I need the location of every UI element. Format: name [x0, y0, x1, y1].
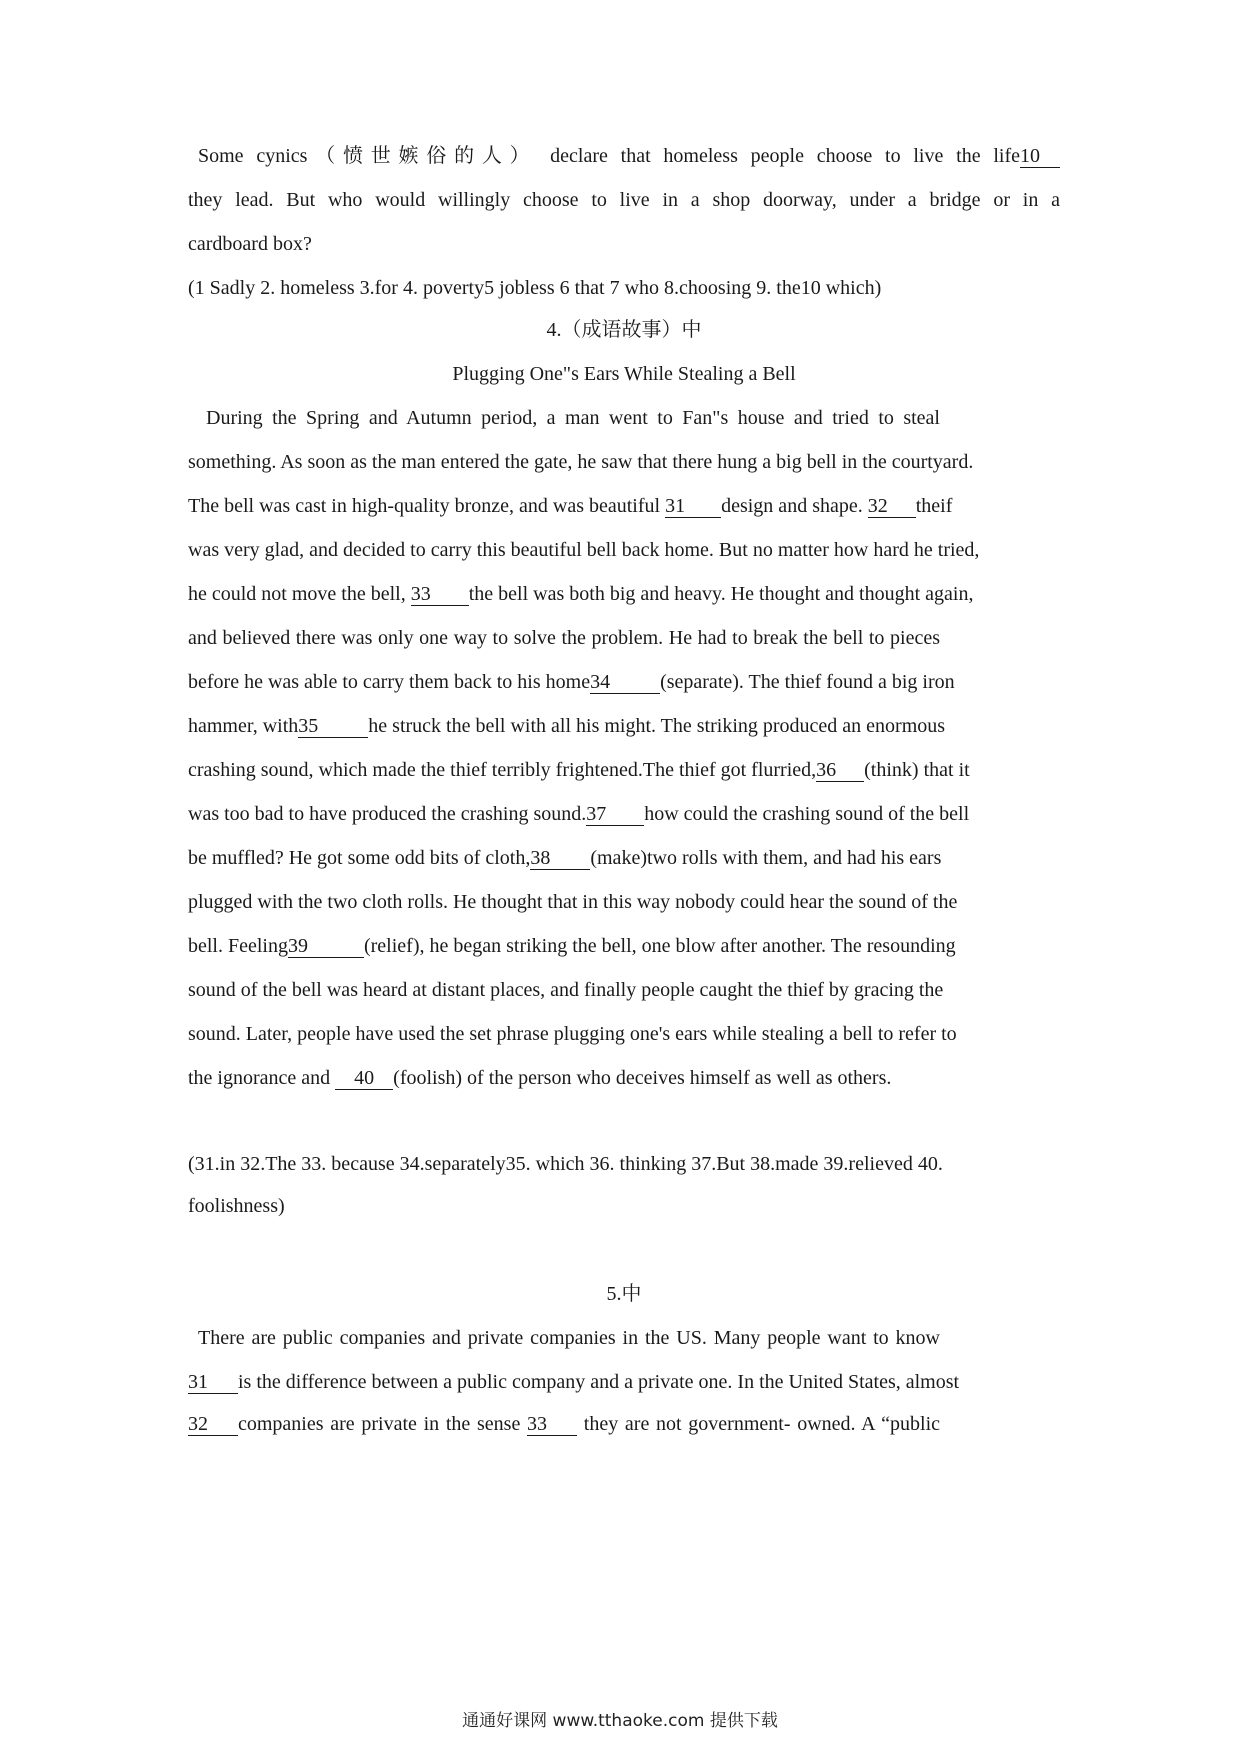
text: they are not government- owned. A “public [583, 1413, 941, 1435]
paragraph-line: something. As soon as the man entered the gate, he saw that there hung a big bell in the courtyard. [188, 451, 974, 473]
answer-key: foolishness) [188, 1195, 285, 1217]
text: crashing sound, which made the thief terribly frightened.The thief got flurried, [188, 759, 817, 781]
paragraph-line [188, 492, 953, 520]
paragraph-line: During the Spring and Autumn period, a man went to Fan"s house and tried to steal [206, 407, 940, 429]
paragraph-line [188, 756, 970, 784]
answer-blank-31: 31 [665, 495, 721, 518]
text: be muffled? He got some odd bits of cloth, [188, 847, 531, 869]
answer-blank-34: 34 [590, 671, 660, 694]
paragraph-line [188, 712, 946, 740]
answer-blank-39: 39 [288, 935, 364, 958]
paragraph-line [188, 1064, 1060, 1092]
answer-blank-35: 35 [298, 715, 368, 738]
paragraph-line: plugged with the two cloth rolls. He thought that in this way nobody could hear the sound of the [188, 891, 958, 913]
paragraph-line [188, 1368, 960, 1396]
text: (relief), he began striking the bell, one blow after another. The resounding [363, 935, 956, 957]
text: before he was able to carry them back to his home [188, 671, 591, 693]
text: hammer, with [188, 715, 299, 737]
text: the bell was both big and heavy. He thought and thought again, [468, 583, 974, 605]
answer-blank: 10 [1020, 145, 1060, 168]
text: was too bad to have produced the crashing sound. [188, 803, 587, 825]
paragraph-line: There are public companies and private companies in the US. Many people want to know [198, 1327, 940, 1349]
answer-blank-32: 32 [188, 1413, 238, 1436]
paragraph-line: was very glad, and decided to carry this beautiful bell back home. But no matter how hard he tried, [188, 539, 980, 561]
text: companies are private in the sense [238, 1413, 521, 1435]
answer-key: (31.in 32.The 33. because 34.separately35. which 36. thinking 37.But 38.made 39.relieved 40. [188, 1153, 943, 1175]
paragraph-line [188, 844, 940, 872]
paragraph-line [188, 580, 974, 608]
paragraph-line [188, 1410, 940, 1438]
answer-blank-33: 33 [527, 1413, 577, 1436]
text: The bell was cast in high-quality bronze, and was beautiful [188, 495, 661, 517]
footer-watermark: 通通好课网 www.tthaoke.com 提供下载 [462, 1711, 778, 1731]
text: is the difference between a public company and a private one. In the United States, almost [238, 1371, 960, 1393]
paragraph-line: sound. Later, people have used the set phrase plugging one's ears while stealing a bell to refer to [188, 1023, 957, 1045]
text: he struck the bell with all his might. The striking produced an enormous [368, 715, 946, 737]
story-title: Plugging One"s Ears While Stealing a Bell [452, 363, 796, 385]
paragraph-line: and believed there was only one way to solve the problem. He had to break the bell to pieces [188, 627, 940, 649]
text: bell. Feeling [188, 935, 288, 957]
paragraph-line: cardboard box? [188, 233, 312, 255]
paragraph-line [188, 800, 970, 828]
answer-blank-37: 37 [586, 803, 644, 826]
section-heading: 5.中 [606, 1283, 642, 1305]
text: he could not move the bell, [188, 583, 406, 605]
text: the ignorance and [188, 1067, 331, 1089]
text: (separate). The thief found a big iron [660, 671, 955, 693]
text: Some cynics（愤世嫉俗的人） declare that homeless people choose to live the life [198, 145, 1020, 167]
text: (make)two rolls with them, and had his ears [590, 847, 942, 869]
answer-blank-32: 32 [868, 495, 916, 518]
answer-blank-40: 40 [335, 1067, 393, 1090]
answer-blank-38: 38 [530, 847, 590, 870]
text: design and shape. [721, 495, 863, 517]
answer-blank-31: 31 [188, 1371, 238, 1394]
paragraph-line: they lead. But who would willingly choose to live in a shop doorway, under a bridge or in a [188, 189, 1060, 211]
text: theif [915, 495, 953, 517]
text: (think) that it [864, 759, 970, 781]
answer-blank-36: 36 [816, 759, 864, 782]
text: how could the crashing sound of the bell [644, 803, 970, 825]
text: (foolish) of the person who deceives himself as well as others. [393, 1067, 892, 1089]
paragraph-line [188, 932, 956, 960]
section-heading: 4.（成语故事）中 [546, 319, 702, 341]
answer-key: (1 Sadly 2. homeless 3.for 4. poverty5 jobless 6 that 7 who 8.choosing 9. the10 which) [188, 277, 882, 299]
paragraph-line: sound of the bell was heard at distant places, and finally people caught the thief by gracing the [188, 979, 944, 1001]
paragraph-line [188, 668, 955, 696]
answer-blank-33: 33 [411, 583, 469, 606]
paragraph-line [188, 142, 1060, 170]
